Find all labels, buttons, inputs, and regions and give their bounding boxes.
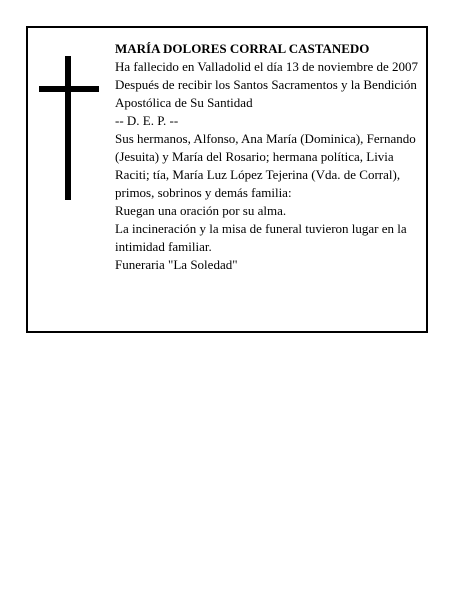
funeral-home: Funeraria "La Soledad" <box>115 257 238 272</box>
cross-vertical-bar <box>65 56 71 200</box>
family-members: Sus hermanos, Alfonso, Ana María (Dominica), Fernando (Jesuita) y María del Rosario; hermana política, Livia Raciti; tía, María Luz López Tejerina (Vda. de Corral), primos, sobrinos y demás familia: <box>115 131 416 200</box>
rest-in-peace: -- D. E. P. -- <box>115 113 179 128</box>
obituary-notice <box>26 26 428 333</box>
latin-cross-icon <box>39 56 99 200</box>
cross-horizontal-bar <box>39 86 99 92</box>
funeral-details: La incineración y la misa de funeral tuvieron lugar en la intimidad familiar. <box>115 221 407 254</box>
sacraments-line: Después de recibir los Santos Sacramentos y la Bendición Apostólica de Su Santidad <box>115 77 417 110</box>
prayer-request: Ruegan una oración por su alma. <box>115 203 287 218</box>
death-announcement: Ha fallecido en Valladolid el día 13 de noviembre de 2007 <box>115 59 418 74</box>
obituary-text <box>115 40 425 274</box>
deceased-name: MARÍA DOLORES CORRAL CASTANEDO <box>115 41 370 56</box>
